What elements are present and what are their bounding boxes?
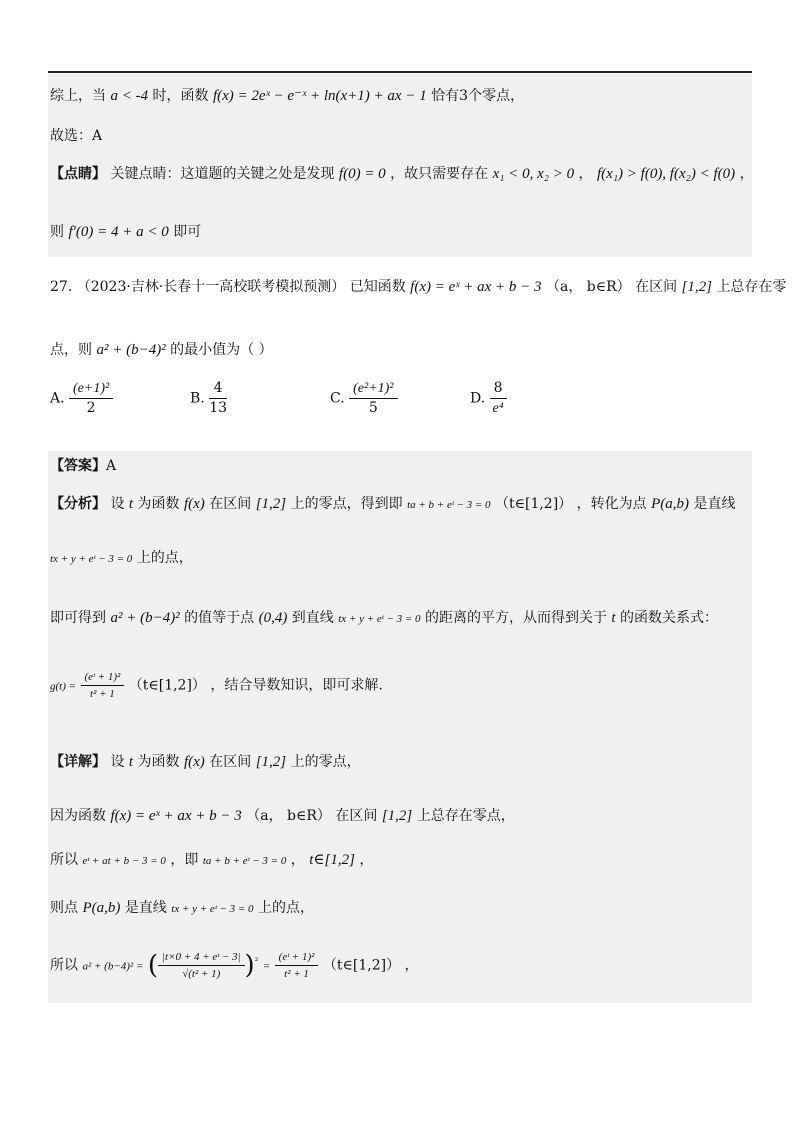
fraction-denominator: 5 — [368, 400, 378, 416]
math-expression: a² + (b−4)² — [96, 342, 166, 358]
text: 的函数关系式： — [620, 610, 719, 626]
text: 是直线 — [693, 496, 736, 512]
fraction-numerator: |t×0 + 4 + eᵗ − 3| — [158, 950, 245, 966]
math-fx: f(x) — [183, 496, 205, 512]
math-range: （t∈[1,2]） — [128, 677, 206, 694]
fraction-numerator: (eᵗ + 1)² — [81, 670, 125, 686]
text: ， — [404, 957, 419, 974]
math-equation: ta + b + eᵗ − 3 = 0 — [202, 855, 287, 867]
math-f0: f(0) = 0 — [338, 166, 386, 182]
text: 上的点， — [136, 550, 193, 566]
math-range: （t∈[1,2]） — [322, 957, 401, 974]
text: 所以 — [50, 852, 78, 868]
math-expression: a² + (b−4)² — [110, 610, 180, 626]
detail-line-3 — [50, 850, 373, 871]
text: 为函数 — [137, 496, 180, 512]
fraction-numerator: 4 — [209, 380, 227, 399]
right-paren: ) — [244, 950, 255, 981]
pointer-tag: 【点睛】 — [50, 166, 106, 182]
math-params: （a， b∈R） — [545, 279, 631, 295]
text: 上总存在零 — [716, 279, 787, 295]
fraction-denominator: e⁴ — [492, 401, 504, 416]
math-range: （t∈[1,2]） — [495, 496, 573, 512]
math-line-equation: tx + y + eᵗ − 3 = 0 — [338, 613, 421, 625]
text: ， — [739, 166, 754, 182]
text: 上的点， — [257, 900, 314, 916]
text: 在区间 — [209, 496, 252, 512]
math-t: t — [128, 754, 134, 770]
text: 到直线 — [291, 610, 334, 626]
answer-line — [50, 456, 116, 476]
option-d[interactable] — [470, 380, 507, 417]
math-function: f(x) = 2eˣ − e⁻ˣ + ln(x+1) + ax − 1 — [212, 88, 427, 104]
question-line-2 — [50, 340, 273, 360]
math-condition: a < -4 — [110, 88, 149, 104]
math-interval: [1,2] — [381, 808, 413, 824]
math-point: P(a,b) — [82, 900, 121, 916]
math-point: (0,4) — [258, 610, 288, 626]
math-inequality: f(x₁) > f(0), f(x₂) < f(0) — [597, 166, 736, 182]
text: 在区间 — [335, 808, 378, 824]
analysis-line-3 — [50, 608, 718, 629]
square-exponent: ² — [254, 956, 259, 967]
option-fraction — [490, 380, 507, 417]
fraction-numerator: (e²+1)² — [349, 380, 397, 399]
detail-line-1 — [50, 752, 361, 772]
text: 恰有3个零点， — [431, 88, 525, 104]
fraction-denominator: 2 — [86, 400, 96, 416]
option-label: B. — [190, 390, 205, 407]
math-function: f(x) = eˣ + ax + b − 3 — [410, 279, 542, 295]
detail-line-4 — [50, 898, 314, 919]
option-label: C. — [330, 390, 345, 407]
fraction-denominator: t² + 1 — [90, 688, 115, 700]
text: 已知函数 — [349, 279, 406, 295]
math-function: f(x) = eˣ + ax + b − 3 — [110, 808, 242, 824]
question-line-1 — [50, 277, 786, 297]
text: 即可 — [173, 224, 202, 240]
text: ，结合导数知识，即可求解. — [210, 677, 383, 694]
text: ， — [578, 166, 593, 182]
text: 设 — [110, 496, 125, 512]
option-label: D. — [470, 390, 486, 407]
math-line-equation: tx + y + eᵗ − 3 = 0 — [171, 903, 254, 915]
fraction-numerator: 8 — [490, 380, 507, 399]
math-interval: [1,2] — [681, 279, 712, 295]
math-equals: = — [262, 960, 271, 973]
text: 关键点睛：这道题的关键之处是发现 — [110, 166, 335, 182]
text: 上总存在零点， — [416, 808, 515, 824]
text: ，转化为点 — [576, 496, 647, 512]
fraction-denominator: 13 — [209, 400, 228, 416]
then-line — [50, 222, 201, 242]
text: 则 — [50, 224, 64, 240]
option-fraction — [349, 380, 397, 417]
option-b[interactable] — [190, 380, 227, 417]
text: ， — [359, 852, 374, 868]
math-interval: [1,2] — [255, 496, 287, 512]
math-fx: f(x) — [183, 754, 205, 770]
result-fraction — [275, 950, 319, 981]
option-c[interactable] — [330, 380, 398, 417]
text: 点，则 — [50, 342, 92, 358]
text: 即可得到 — [50, 610, 106, 626]
pointer-line — [50, 164, 754, 184]
text: ，即 — [170, 852, 199, 868]
math-point: P(a,b) — [651, 496, 689, 512]
math-range: t∈[1,2] — [309, 852, 355, 868]
math-g-fraction — [81, 670, 125, 701]
question-source: （2023·吉林·长春十一高校联考模拟预测） — [76, 279, 346, 295]
analysis-line-2 — [50, 548, 193, 569]
option-label: A. — [50, 390, 65, 407]
text: 时，函数 — [152, 88, 209, 104]
question-number: 27. — [50, 279, 73, 295]
math-t: t — [611, 610, 616, 626]
text: ， — [290, 852, 305, 868]
math-lhs: a² + (b−4)² = — [82, 960, 144, 973]
text: 的距离的平方，从而得到关于 — [424, 610, 607, 626]
math-t: t — [128, 496, 134, 512]
option-a[interactable] — [50, 380, 113, 417]
text: 所以 — [50, 957, 78, 974]
text: 因为函数 — [50, 808, 106, 824]
text: 在区间 — [635, 279, 678, 295]
option-fraction — [209, 380, 227, 417]
analysis-tag: 【分析】 — [50, 496, 106, 512]
detail-tag: 【详解】 — [50, 754, 106, 770]
conclusion-line — [50, 86, 524, 106]
math-g-lhs: g(t) = — [50, 680, 77, 693]
left-paren: ( — [147, 950, 159, 981]
text: 的值等于点 — [184, 610, 255, 626]
distance-fraction — [158, 950, 245, 981]
analysis-line-1 — [50, 494, 735, 515]
text: 综上，当 — [50, 88, 106, 104]
header-rule — [48, 71, 752, 73]
math-equation: eᵗ + at + b − 3 = 0 — [82, 855, 166, 867]
fraction-denominator: t² + 1 — [284, 968, 309, 980]
fraction-numerator: (e+1)² — [69, 380, 113, 399]
text: 为函数 — [137, 754, 180, 770]
text: 上的零点， — [290, 754, 361, 770]
text: ，故只需要存在 — [390, 166, 489, 182]
fraction-denominator: √(t² + 1) — [182, 968, 221, 980]
math-line-equation: tx + y + eᵗ − 3 = 0 — [50, 553, 133, 565]
analysis-line-4 — [50, 670, 383, 701]
fraction-numerator: (eᵗ + 1)² — [275, 950, 319, 966]
answer-tag: 【答案】 — [50, 458, 106, 474]
detail-line-5 — [50, 950, 419, 981]
text: 在区间 — [209, 754, 252, 770]
math-xs: x₁ < 0, x₂ > 0 — [492, 166, 575, 182]
answer-value: A — [106, 458, 117, 474]
math-interval: [1,2] — [255, 754, 287, 770]
option-fraction — [69, 380, 113, 417]
math-params: （a， b∈R） — [246, 808, 331, 824]
text: 是直线 — [124, 900, 167, 916]
math-derivative-condition: f′(0) = 4 + a < 0 — [68, 224, 169, 240]
text: 上的零点，得到即 — [290, 496, 403, 512]
text: 的最小值为（ ） — [170, 342, 273, 358]
detail-line-2 — [50, 806, 515, 826]
text: 设 — [110, 754, 125, 770]
text: 则点 — [50, 900, 78, 916]
choice-line: 故选：A — [50, 128, 103, 144]
answer-block — [48, 451, 752, 1003]
math-equation: ta + b + eᵗ − 3 = 0 — [407, 499, 491, 511]
